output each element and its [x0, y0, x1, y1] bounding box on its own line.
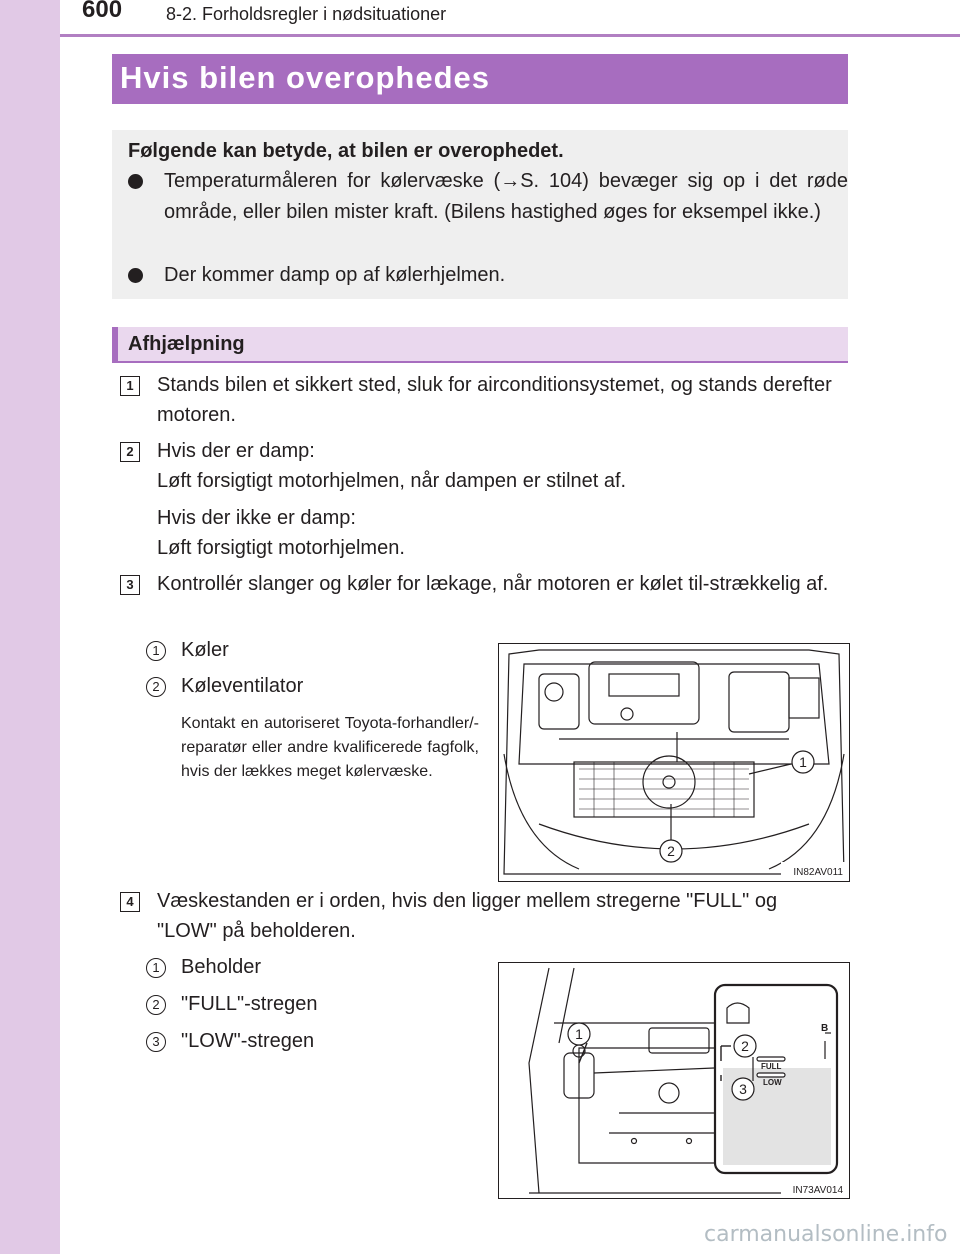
- step-text: Løft forsigtigt motorhjelmen, når dampen er stilnet af.: [157, 470, 627, 492]
- header-rule: [60, 34, 960, 37]
- callout-number: 2: [146, 677, 166, 697]
- step-text: Hvis der er damp:: [157, 440, 315, 462]
- callout-number: 1: [146, 958, 166, 978]
- engine-bay-figure: [498, 643, 850, 882]
- item-label: Køleventilator: [181, 675, 304, 697]
- symptoms-box: [112, 130, 848, 299]
- callout-number: 2: [146, 995, 166, 1015]
- item-label: Køler: [181, 639, 229, 661]
- figure-code: IN73AV014: [792, 1185, 843, 1196]
- callout-2: 2: [667, 843, 675, 859]
- coolant-reservoir-figure: [498, 962, 850, 1199]
- item-label: Beholder: [181, 956, 262, 978]
- symptom-item: [128, 166, 848, 260]
- symptom-text: Temperaturmåleren for kølervæske (→S. 104) bevæger sig op i det røde område, eller bilen mister kraft. (Bilens hastighed øges for eksempel ikke.): [164, 170, 848, 223]
- step-text: Kontrollér slanger og køler for lækage, når motoren er kølet til-strækkelig af.: [157, 573, 829, 595]
- step-number: 1: [120, 376, 140, 396]
- symptom-item: [128, 260, 832, 291]
- step-text: Hvis der ikke er damp:: [157, 507, 356, 529]
- callout-number: 1: [146, 641, 166, 661]
- step-number: 2: [120, 442, 140, 462]
- remedy-heading-bar: [112, 327, 848, 363]
- callout-3: 3: [739, 1081, 747, 1097]
- callout-2: 2: [741, 1038, 749, 1054]
- callout-1: 1: [799, 754, 807, 770]
- figure-code: IN82AV011: [793, 867, 843, 878]
- page-header: [0, 0, 960, 36]
- leak-note: Kontakt en autoriseret Toyota-forhandler/-reparatør eller andre kvalificerede fagfolk, hvis der lækkes meget kølervæske.: [181, 715, 479, 780]
- left-margin-strip: [0, 0, 60, 1254]
- engine-bay-illustration: [499, 644, 849, 881]
- full-mark-label: FULL: [761, 1062, 782, 1071]
- watermark: carmanualsonline.info: [704, 1222, 948, 1247]
- bullet-icon: [128, 268, 143, 283]
- bullet-icon: [128, 174, 143, 189]
- callout-number: 3: [146, 1032, 166, 1052]
- step-number: 4: [120, 892, 140, 912]
- step-text: Løft forsigtigt motorhjelmen.: [157, 537, 405, 559]
- heading-accent: [112, 327, 118, 361]
- remedy-heading: Afhjælpning: [128, 333, 245, 355]
- step-text: Væskestanden er i orden, hvis den ligger mellem stregerne "FULL" og "LOW" på beholderen.: [157, 890, 778, 942]
- step-text: Stands bilen et sikkert sted, sluk for airconditionsystemet, og stands derefter motoren.: [157, 374, 832, 426]
- item-label: "LOW"-stregen: [181, 1030, 315, 1052]
- step-number: 3: [120, 575, 140, 595]
- low-mark-label: LOW: [763, 1078, 782, 1087]
- item-label: "FULL"-stregen: [181, 993, 318, 1015]
- symptom-text: Der kommer damp op af kølerhjelmen.: [164, 264, 506, 286]
- reservoir-illustration: [499, 963, 849, 1198]
- callout-1: 1: [575, 1026, 583, 1042]
- title-banner: [112, 54, 848, 104]
- symptoms-heading: Følgende kan betyde, at bilen er overophedet.: [128, 140, 564, 162]
- tank-letter: B: [821, 1023, 829, 1034]
- page-number: 600: [82, 0, 123, 23]
- section-title: 8-2. Forholdsregler i nødsituationer: [166, 4, 447, 24]
- page-title: Hvis bilen overophedes: [120, 60, 490, 95]
